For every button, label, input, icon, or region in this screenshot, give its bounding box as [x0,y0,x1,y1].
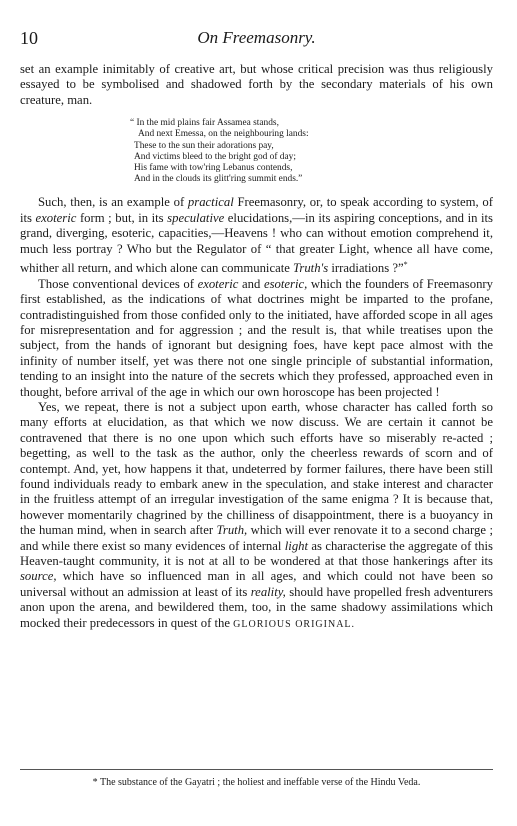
small-caps-phrase: GLORIOUS ORIGINAL. [233,618,356,630]
verse-line: And next Emessa, on the neighbouring lands: [138,129,309,140]
page-number: 10 [20,28,38,48]
verse-line: And victims bleed to the bright god of day; [134,151,296,162]
paragraph-3 [20,277,493,400]
text-run: Yes, we repeat, there is not a subject upon earth, whose character has called forth so many efforts at elucidation, as that which we now discuss. We are certain it cannot be contravened that there is no one upon which such efforts have so miserably re-acted ; begetting, as well to the task as the author, only the cheerless rewards of scorn and of contempt. And, yet, how happens it that, undeterred by former failures, there have been still found individuals ready to embark anew in the speculation, and stake interest and character in the fruitless attempt of an irregular investigation of the same enigma ? It is because that, however momentarily chagrined by the chilliness of disappointment, there is a buoyancy in the human mind, when in search after [20,399,493,538]
paragraph-2 [20,195,493,276]
text-run: Such, then, is an example of [38,195,188,210]
paragraph-4 [20,400,493,632]
emphasis: Truth's [293,261,329,276]
footnote-marker: * [403,260,408,270]
verse-line: These to the sun their adorations pay, [134,140,274,151]
emphasis: speculative [167,210,225,225]
emphasis: exoteric [197,276,239,291]
emphasis: Truth, [216,523,248,538]
running-title: On Freemasonry. [197,28,316,47]
text-run: Those conventional devices of [38,276,198,291]
verse-line: And in the clouds its glitt'ring summit ends.” [134,174,303,185]
page-header [20,28,493,50]
text-run: which the founders of Freemasonry first established, as the indications of what doctrines might be imparted to the profane, contradistinguished from those confided only to the initiated, have afforded scope in all ages for misrepresentation and for aggression ; and the result is, that while treatises upon the subject, from the hands of ignorant but designing foes, have kept pace almost with the infinity of number itself, yet was there not one single principle of substantial information, tending to an insight into the nature of the secrets which they professed, approached even in thought, before arrival of the age in which our own horoscope has been projected ! [20,276,494,399]
text-run: elucidations,—in its aspiring conceptions, and in its grand, diverging, esoteric, capacities,—Heavens ! who can without emotion comprehend it, much less portray ? Who but the Regulator of “ that greater Light, whence all have come, whither all return, and which alone can communicate [20,210,493,276]
verse-line: “ In the mid plains fair Assamea stands, [130,118,279,129]
emphasis: esoteric, [263,276,308,291]
body-text [20,62,493,632]
emphasis: reality, [250,584,286,599]
text-run: Freemasonry, or, to speak according to system, of its [20,195,494,225]
footnote-divider [20,769,493,770]
text-run: and [238,276,264,291]
emphasis: practical [187,195,234,210]
emphasis: light [284,538,309,553]
footnote: * The substance of the Gayatri ; the holiest and ineffable verse of the Hindu Veda. [92,777,421,788]
emphasis: source, [20,569,57,584]
text-run: form ; but, in its [76,210,168,225]
verse-line: His fame with tow'ring Lebanus contends, [134,163,293,174]
verse-quotation [130,118,493,185]
text-run: which will ever renovate it to a second charge ; and while there exist so many evidences of internal [20,523,493,553]
emphasis: exoteric [35,210,77,225]
text-run: should have propelled fresh adventurers anon upon the arena, and bewildered them, too, in the same shadowy assimilations which mocked their predecessors in quest of the [20,584,493,630]
text-run: irradiations ?” [328,261,404,276]
paragraph-1: set an example inimitably of creative art, but whose critical precision was thus religiously essayed to be symbolised and shadowed forth by the secondary materials of his own creature, man. [20,62,493,107]
text-run: which have so influenced man in all ages, and which could not have been so universal without an admission at least of its [20,569,493,599]
text-run: as characterise the aggregate of this Heaven-taught community, it is not at all to be wondered at that those hankerings after its [20,538,493,569]
